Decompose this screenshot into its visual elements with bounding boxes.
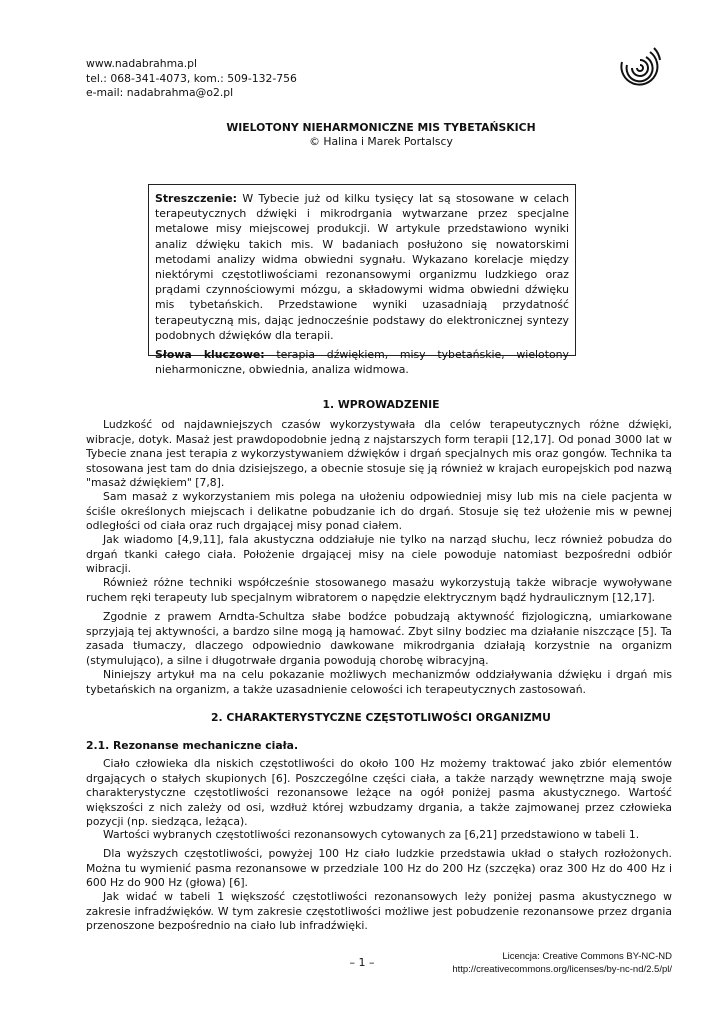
- abstract-box: [148, 184, 576, 377]
- paragraph: Jak widać w tabeli 1 większość częstotliwości rezonansowych leży poniżej pasma akustycznego w zakresie infradźwięków. W tym zakresie częstotliwości możliwe jest pobudzenie rezonansowe przez drgania przenoszone bezpośrednio na ciało lub infradźwięki.: [86, 890, 672, 933]
- keywords-label: Słowa kluczowe:: [155, 348, 265, 362]
- abstract-text: W Tybecie już od kilku tysięcy lat są stosowane w celach terapeutycznych dźwięki i mikrodrgania wytwarzane przez specjalne metalowe misy miejscowej produkcji. W artykule przedstawiono wyniki analiz dźwięku takich mis. W badaniach posłużono się nowatorskimi metodami analizy widma obwiedni sygnału. Wykazano korelacje między niektórymi częstotliwościami rezonansowymi organizmu ludzkiego oraz prądami czynnościowymi mózgu, a składowymi widma obwiedni dźwięku mis tybetańskich. Przedstawione wyniki uzasadniają przydatność terapeutyczną mis, dając jednocześnie podstawy do elektronicznej syntezy podobnych dźwięków dla terapii.: [155, 192, 569, 342]
- section-1-heading: 1. WPROWADZENIE: [322, 398, 440, 411]
- abstract-label: Streszczenie:: [155, 192, 238, 205]
- paragraph: Sam masaż z wykorzystaniem mis polega na ułożeniu odpowiedniej misy lub mis na ciele pacjenta w ściśle określonych miejscach i delikatne pobudzanie ich do drgań. Stosuje się też ułożenie mis w pewnej odległości od ciała oraz ruch drgającej misy ponad ciałem.: [86, 490, 672, 533]
- paragraph: Również różne techniki współcześnie stosowanego masażu wykorzystują także wibracje wywoływane ruchem ręki terapeuty lub specjalnym wibratorem o napędzie elektrycznym bądź hydraulicznym [12,17].: [86, 576, 672, 604]
- paragraph: Ludzkość od najdawniejszych czasów wykorzystywała dla celów terapeutycznych różne dźwięki, wibracje, dotyk. Masaż jest prawdopodobnie jedną z najstarszych form terapii [12,17]. Od ponad 3000 lat w Tybecie znana jest terapia z wykorzystywaniem dźwięków i drgań specjalnych mis oraz gongów. Technika ta stosowana jest tam do dnia dzisiejszego, a obecnie stosuje się ją również w krajach europejskich pod nazwą "masaż dźwiękiem" [7,8].: [86, 418, 672, 490]
- license-url[interactable]: http://creativecommons.org/licenses/by-nc-nd/2.5/pl/: [452, 964, 672, 975]
- paragraph: Ciało człowieka dla niskich częstotliwości do około 100 Hz możemy traktować jako zbiór elementów drgających o stałych skupionych [6]. Poszczególne części ciała, a także narządy wewnętrzne mają swoje charakterystyczne częstotliwości rezonansowe leżące na ogół poniżej pasma akustycznego. Wartość większości z nich zależy od osi, wzdłuż której wzbudzamy drgania, a także zajmowanej przez człowieka pozycji (np. siedząca, leżąca).: [86, 757, 672, 829]
- website-link[interactable]: www.nadabrahma.pl: [86, 57, 198, 70]
- paragraph: Jak wiadomo [4,9,11], fala akustyczna oddziałuje nie tylko na narząd słuchu, lecz również pobudza do drgań tkanki całego ciała. Położenie drgającej misy na ciele powoduje natomiast bezpośredni odbiór wibracji.: [86, 533, 672, 576]
- license-info: [428, 950, 672, 976]
- license-name: Licencja: Creative Commons BY-NC-ND: [502, 951, 672, 962]
- paragraph: Wartości wybranych częstotliwości rezonansowych cytowanych za [6,21] przedstawiono w tabeli 1.: [103, 828, 640, 841]
- section-2-heading: 2. CHARAKTERYSTYCZNE CZĘSTOTLIWOŚCI ORGANIZMU: [211, 711, 551, 724]
- abstract-paragraph: [155, 191, 569, 343]
- keywords-paragraph: [155, 347, 569, 377]
- email-address[interactable]: e-mail: nadabrahma@o2.pl: [86, 86, 234, 100]
- phone-number: tel.: 068-341-4073, kom.: 509-132-756: [86, 71, 297, 85]
- page-number: – 1 –: [349, 956, 375, 969]
- keywords-text: terapia dźwiękiem, misy tybetańskie, wielotony nieharmoniczne, obwiednia, analiza widmowa.: [155, 348, 569, 377]
- contact-block: [86, 57, 297, 101]
- paragraph: Dla wyższych częstotliwości, powyżej 100 Hz ciało ludzkie przedstawia układ o stałych rozłożonych. Można tu wymienić pasma rezonansowe w przedziale 100 Hz do 200 Hz (szczęka) oraz 300 Hz do 400 Hz i 600 Hz do 900 Hz (głowa) [6].: [86, 847, 672, 890]
- spiral-logo-icon: [618, 44, 662, 92]
- document-authors: © Halina i Marek Portalscy: [309, 135, 453, 148]
- subsection-2-1-heading: 2.1. Rezonanse mechaniczne ciała.: [86, 739, 299, 752]
- document-title: WIELOTONY NIEHARMONICZNE MIS TYBETAŃSKICH: [226, 121, 536, 134]
- paragraph: Niniejszy artykuł ma na celu pokazanie możliwych mechanizmów oddziaływania dźwięku i drgań mis tybetańskich na organizm, a także uzasadnienie celowości ich terapeutycznych zastosowań.: [86, 668, 672, 696]
- paragraph: Zgodnie z prawem Arndta-Schultza słabe bodźce pobudzają aktywność fizjologiczną, umiarkowane sprzyjają tej aktywności, a bardzo silne mogą ją hamować. Zbyt silny bodziec ma działanie niszczące [5]. Ta zasada tłumaczy, dlaczego odpowiednio dawkowane mikrodrgania działają korzystnie na organizm (stymulująco), a silne i długotrwałe drgania powodują chorobę wibracyjną.: [86, 610, 672, 667]
